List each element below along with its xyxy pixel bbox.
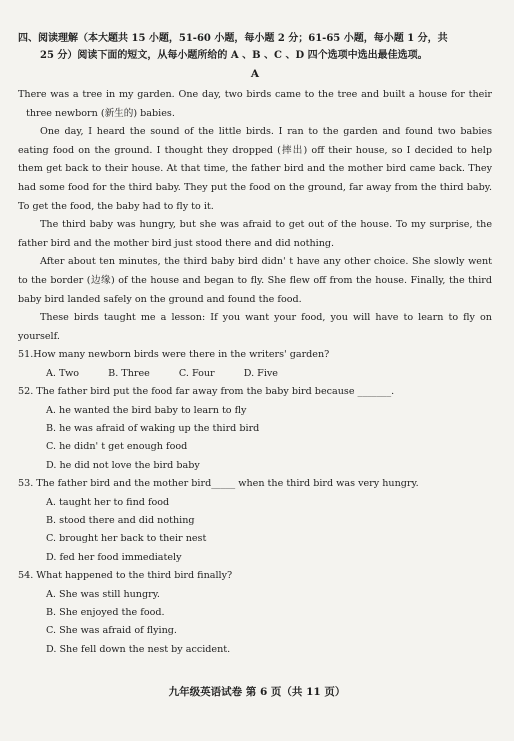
question-51-option-b: B. Three — [108, 367, 150, 379]
passage-paragraph: The third baby was hungry, but she was afraid to get out of the house. To my surprise, the father bird and the mother bird just stood there and did nothing. — [18, 219, 492, 249]
question-53-option-b: B. stood there and did nothing — [46, 514, 195, 526]
question-54-option-a: A. She was still hungry. — [46, 588, 160, 600]
question-53-option-a: A. taught her to find food — [46, 496, 170, 508]
question-54-stem: 54. What happened to the third bird finally? — [18, 570, 233, 582]
question-51-option-d: D. Five — [243, 367, 278, 379]
question-52-option-a: A. he wanted the bird baby to learn to fly — [46, 404, 247, 416]
question-51-stem: 51.How many newborn birds were there in the writers' garden? — [18, 349, 330, 361]
passage-paragraph: After about ten minutes, the third baby bird didn' t have any other choice. She slowly went to the border (边缘) of the house and began to fly. She flew off from the house. Finally, the third baby bird landed safely on the ground and found the food. — [18, 256, 492, 305]
question-53-stem: 53. The father bird and the mother bird_____ when the third bird was very hungry. — [18, 478, 419, 490]
section-heading-line2: 25 分）阅读下面的短文，从每小题所给的 A 、B 、C 、D 四个选项中选出最佳选项。 — [40, 50, 428, 61]
question-53-option-d: D. fed her food immediately — [46, 551, 182, 563]
passage-paragraph: These birds taught me a lesson: If you want your food, you will have to learn to fly on yourself. — [18, 312, 492, 342]
section-heading — [18, 30, 492, 64]
passage-paragraph: One day, I heard the sound of the little birds. I ran to the garden and found two babies eating food on the ground. I thought they dropped (摔出) off their house, so I decided to help them get back to their house. At that time, the father bird and the mother bird came back. They had some food for the third baby. They put the food on the ground, far away from the third baby. To get the food, the baby had to fly to it. — [18, 126, 492, 212]
question-52-option-c: C. he didn' t get enough food — [46, 441, 188, 453]
page-footer: 九年级英语试卷 第 6 页（共 11 页） — [168, 686, 346, 698]
question-52-option-d: D. he did not love the bird baby — [46, 459, 200, 471]
passage-label: A — [250, 68, 260, 80]
question-51-option-c: C. Four — [178, 367, 215, 379]
question-54-option-d: D. She fell down the nest by accident. — [46, 643, 231, 655]
question-51-option-a: A. Two — [46, 367, 80, 379]
passage-paragraph: There was a tree in my garden. One day, two birds came to the tree and built a house for their three newborn (新生的) babies. — [18, 89, 492, 119]
question-52-stem: 52. The father bird put the food far away from the baby bird because _______. — [18, 386, 395, 398]
section-heading-line1: 四、阅读理解（本大题共 15 小题，51-60 小题，每小题 2 分；61-65 小题，每小题 1 分，共 — [18, 33, 448, 44]
question-52-option-b: B. he was afraid of waking up the third bird — [46, 422, 260, 434]
question-54-option-b: B. She enjoyed the food. — [46, 607, 165, 618]
question-51-options — [18, 365, 492, 383]
question-54-option-c: C. She was afraid of flying. — [46, 625, 177, 637]
question-53-option-c: C. brought her back to their nest — [46, 533, 207, 545]
